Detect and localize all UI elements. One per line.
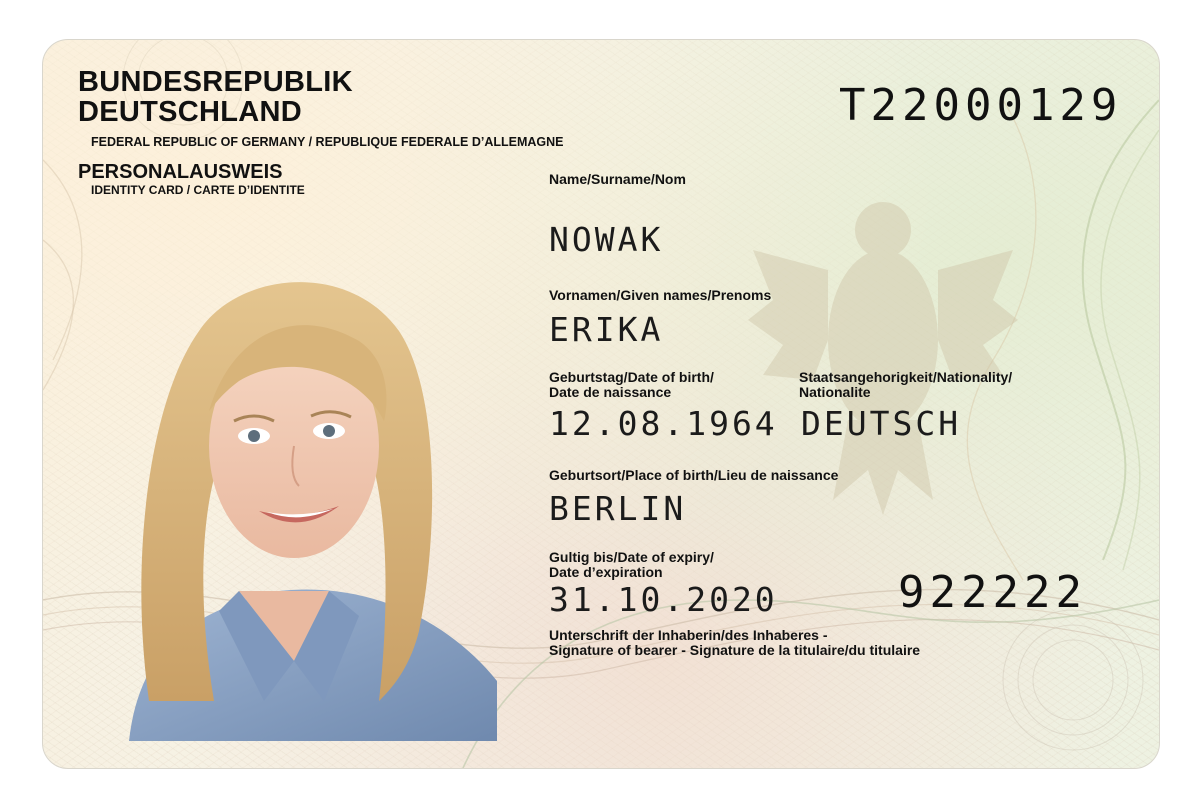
country-title-line1: BUNDESREPUBLIK <box>78 66 353 98</box>
nationality-label-line2: Nationalite <box>799 384 871 400</box>
card-access-number: 922222 <box>898 567 1087 618</box>
given-names-value: ERIKA <box>549 310 664 349</box>
id-card <box>42 39 1160 769</box>
document-type-translation: IDENTITY CARD / CARTE D’IDENTITE <box>91 183 305 197</box>
surname-value: NOWAK <box>549 220 664 259</box>
signature-label <box>549 628 920 658</box>
place-of-birth-label: Geburtsort/Place of birth/Lieu de naissance <box>549 467 839 483</box>
surname-label: Name/Surname/Nom <box>549 171 686 187</box>
expiry-value: 31.10.2020 <box>549 580 778 619</box>
nationality-label-line1: Staatsangehorigkeit/Nationality/ <box>799 369 1013 385</box>
nationality-label <box>799 370 1012 400</box>
expiry-label <box>549 550 714 580</box>
expiry-label-line2: Date d’expiration <box>549 564 663 580</box>
signature-label-line1: Unterschrift der Inhaberin/des Inhaberes - <box>549 627 828 643</box>
date-of-birth-label <box>549 370 714 400</box>
document-type: PERSONALAUSWEIS <box>78 161 283 183</box>
portrait-illustration <box>89 231 497 741</box>
nationality-value: DEUTSCH <box>801 404 962 443</box>
country-title <box>78 67 353 127</box>
signature-label-line2: Signature of bearer - Signature de la titulaire/du titulaire <box>549 642 921 658</box>
date-of-birth-label-line2: Date de naissance <box>549 384 672 400</box>
country-title-line2: DEUTSCHLAND <box>78 96 303 128</box>
holder-photo <box>89 231 497 741</box>
given-names-label: Vornamen/Given names/Prenoms <box>549 287 772 303</box>
place-of-birth-value: BERLIN <box>549 489 687 528</box>
date-of-birth-label-line1: Geburtstag/Date of birth/ <box>549 369 714 385</box>
country-translation: FEDERAL REPUBLIC OF GERMANY / REPUBLIQUE FEDERALE D’ALLEMAGNE <box>91 135 564 149</box>
document-number: T22000129 <box>839 80 1123 131</box>
expiry-label-line1: Gultig bis/Date of expiry/ <box>549 549 714 565</box>
date-of-birth-value: 12.08.1964 <box>549 404 778 443</box>
